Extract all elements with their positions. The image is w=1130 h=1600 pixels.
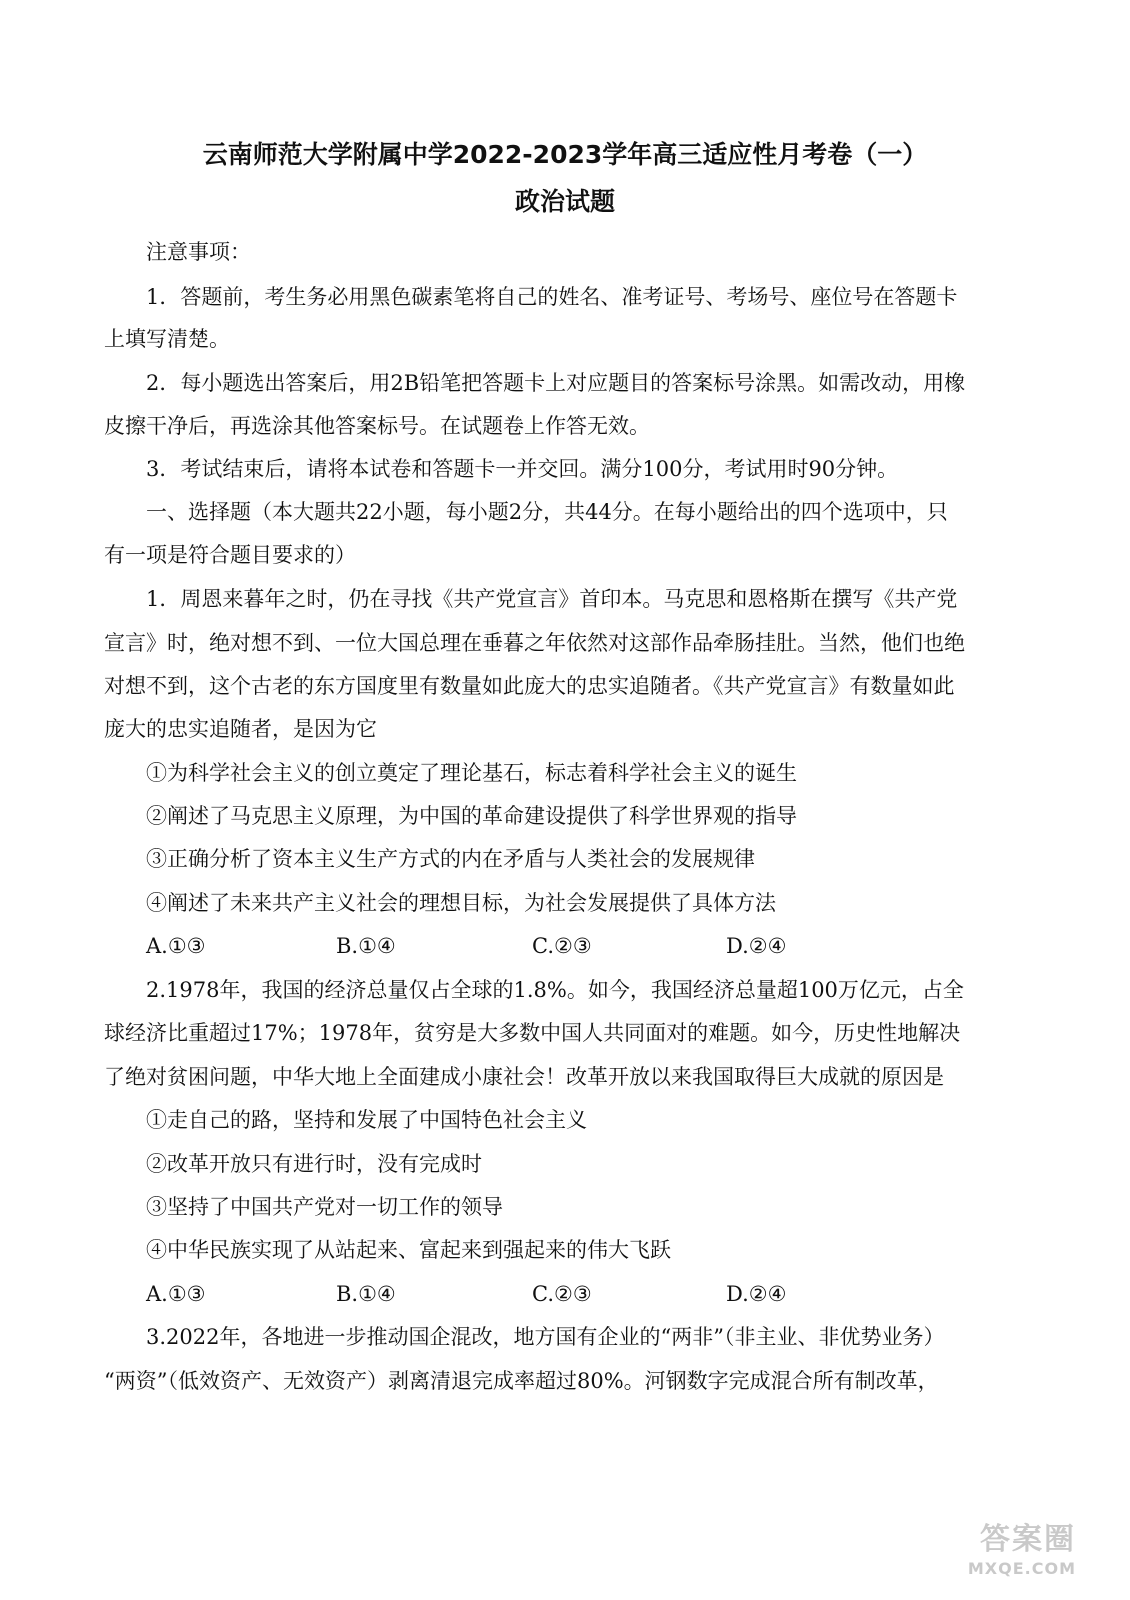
exam-title: 云南师范大学附属中学2022-2023学年高三适应性月考卷（一） [202,140,928,169]
option-d: D.②④ [726,1282,787,1306]
question-2-item: ②改革开放只有进行时，没有完成时 [146,1152,482,1176]
question-1-stem: 宣言》时，绝对想不到、一位大国总理在垂暮之年依然对这部作品牵肠挂肚。当然，他们也绝 [104,631,965,655]
notice-item-2-cont: 皮擦干净后，再选涂其他答案标号。在试题卷上作答无效。 [104,414,650,438]
notice-item-1-cont: 上填写清楚。 [104,327,230,351]
question-2-stem: 球经济比重超过17%；1978年，贫穷是大多数中国人共同面对的难题。如今，历史性地解决 [104,1021,961,1045]
question-1-stem: 1．周恩来暮年之时，仍在寻找《共产党宣言》首印本。马克思和恩格斯在撰写《共产党 [146,587,958,611]
question-2-item: ④中华民族实现了从站起来、富起来到强起来的伟大飞跃 [146,1238,671,1262]
watermark-logo [916,1514,1076,1578]
watermark-text: 答案圈 [980,1522,1076,1557]
option-a: A.①③ [146,934,206,958]
option-c: C.②③ [532,934,592,958]
question-1-item: ①为科学社会主义的创立奠定了理论基石，标志着科学社会主义的诞生 [146,761,797,785]
option-b: B.①④ [336,934,396,958]
question-1-stem: 对想不到，这个古老的东方国度里有数量如此庞大的忠实追随者。《共产党宣言》有数量如此 [104,674,955,698]
question-2-stem: 了绝对贫困问题，中华大地上全面建成小康社会！改革开放以来我国取得巨大成就的原因是 [104,1065,944,1089]
notice-item-2: 2．每小题选出答案后，用2B铅笔把答题卡上对应题目的答案标号涂黑。如需改动，用橡 [146,371,966,395]
question-1-item: ③正确分析了资本主义生产方式的内在矛盾与人类社会的发展规律 [146,847,755,871]
option-b: B.①④ [336,1282,396,1306]
notice-item-1: 1．答题前，考生务必用黑色碳素笔将自己的姓名、准考证号、考场号、座位号在答题卡 [146,285,958,309]
question-1-item: ②阐述了马克思主义原理，为中国的革命建设提供了科学世界观的指导 [146,804,797,828]
question-2-item: ③坚持了中国共产党对一切工作的领导 [146,1195,503,1219]
watermark-url: MXQE.COM [967,1559,1076,1578]
section-heading-cont: 有一项是符合题目要求的） [104,543,356,567]
question-1-options [146,932,946,960]
question-3-stem: “两资”（低效资产、无效资产）剥离清退完成率超过80%。河钢数字完成混合所有制改革， [104,1369,939,1393]
notice-item-3: 3．考试结束后，请将本试卷和答题卡一并交回。满分100分，考试用时90分钟。 [146,457,899,481]
notice-heading: 注意事项： [146,240,251,264]
section-heading: 一、选择题（本大题共22小题，每小题2分，共44分。在每小题给出的四个选项中，只 [146,500,948,524]
option-a: A.①③ [146,1282,206,1306]
option-d: D.②④ [726,934,787,958]
question-3-stem: 3.2022年，各地进一步推动国企混改，地方国有企业的“两非”（非主业、非优势业务） [146,1325,945,1349]
question-2-stem: 2.1978年，我国的经济总量仅占全球的1.8%。如今，我国经济总量超100万亿元，占全 [146,978,964,1002]
option-c: C.②③ [532,1282,592,1306]
question-1-stem: 庞大的忠实追随者，是因为它 [104,717,377,741]
question-2-item: ①走自己的路，坚持和发展了中国特色社会主义 [146,1108,587,1132]
question-1-item: ④阐述了未来共产主义社会的理想目标，为社会发展提供了具体方法 [146,891,776,915]
exam-subtitle: 政治试题 [514,187,615,216]
question-2-options [146,1280,946,1308]
